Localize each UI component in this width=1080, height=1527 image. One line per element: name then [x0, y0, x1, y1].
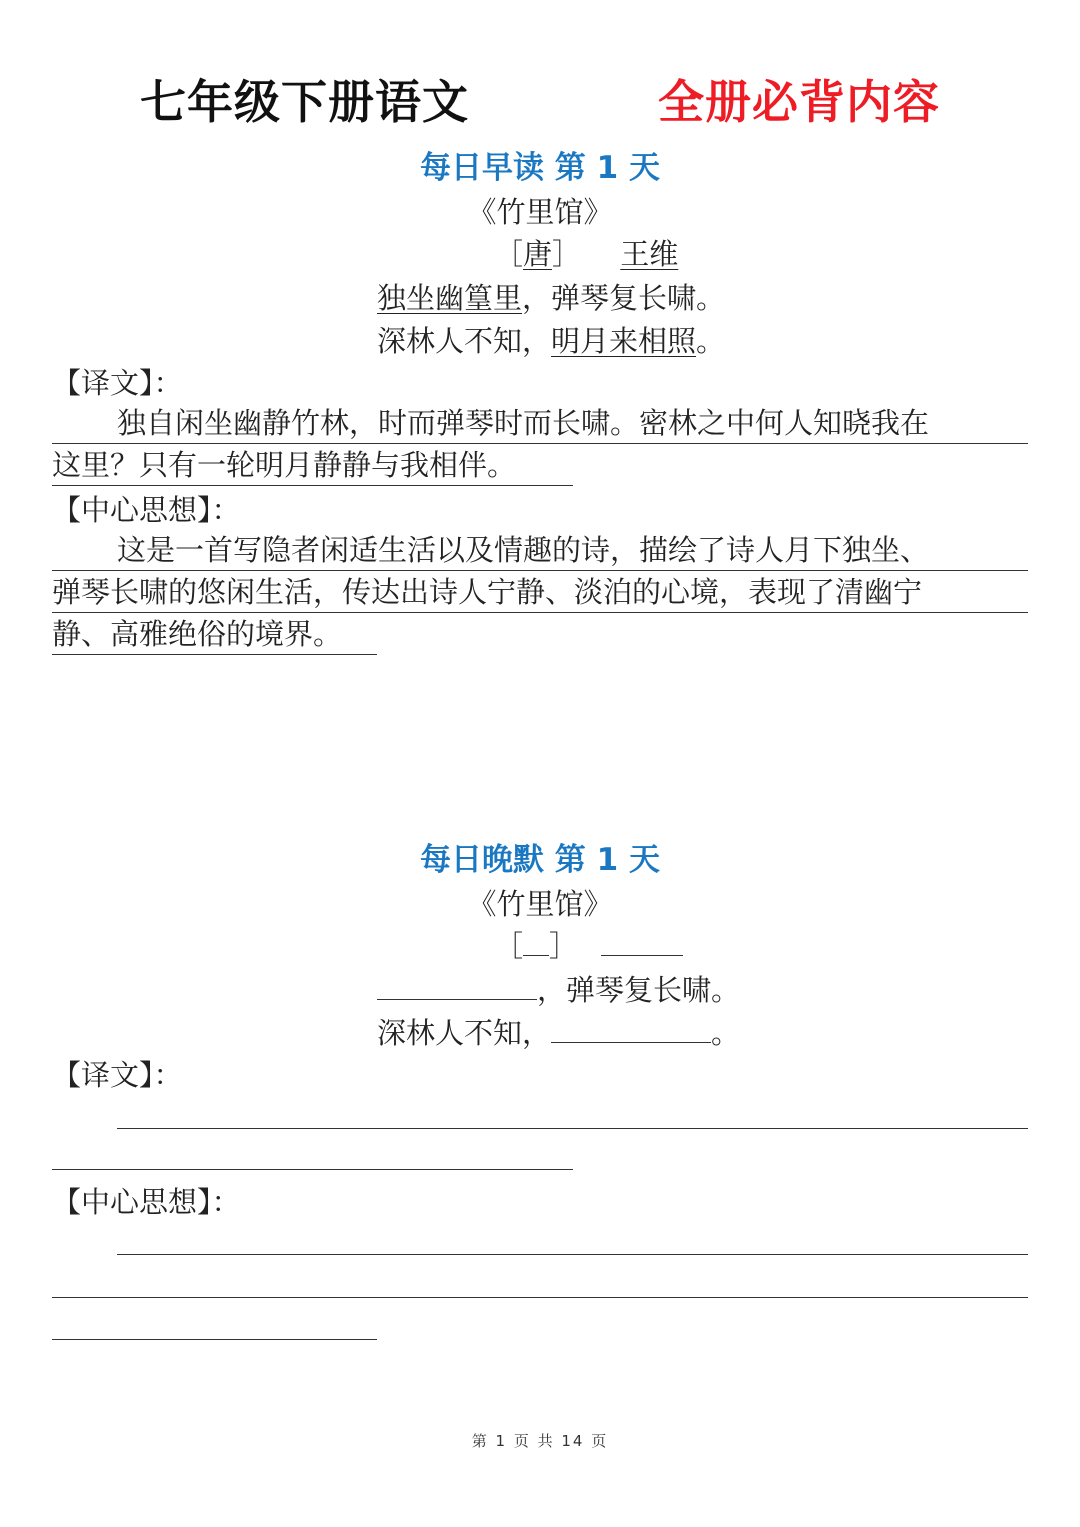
poem-line-2-part-a: 深林人不知，	[377, 324, 552, 358]
document-subtitle: 全册必背内容	[658, 75, 940, 129]
translation-answer-line[interactable]	[117, 1128, 1028, 1129]
morning-translation-label: 【译文】：	[52, 366, 183, 400]
poem-line-2-blank[interactable]	[551, 1012, 711, 1043]
poem-line-1-part-b: ，弹琴复长啸。	[522, 281, 726, 315]
bracket-open: ［	[494, 929, 524, 963]
evening-author-line	[494, 924, 683, 965]
morning-idea-label: 【中心思想】：	[52, 493, 241, 527]
idea-line: 静、高雅绝俗的境界。	[52, 613, 377, 655]
idea-answer-line[interactable]	[52, 1297, 1028, 1298]
idea-answer-line[interactable]	[117, 1254, 1028, 1255]
morning-heading: 每日早读 第 1 天	[420, 150, 660, 186]
translation-answer-line[interactable]	[52, 1169, 573, 1170]
bracket-close: ］	[552, 237, 582, 271]
morning-poem-line-2	[377, 319, 725, 360]
morning-poem-title: 《竹里馆》	[467, 195, 613, 229]
poem-line-1-part-b: ，弹琴复长啸。	[537, 973, 741, 1007]
morning-translation	[52, 402, 1028, 486]
poem-line-1-blank[interactable]	[377, 969, 537, 1000]
poem-line-2-part-b: 明月来相照	[551, 324, 697, 358]
evening-poem-line-1	[377, 968, 740, 1009]
morning-author-line	[494, 232, 678, 273]
poem-line-2-part-c: 。	[696, 324, 726, 358]
poem-line-2-part-c: 。	[711, 1016, 741, 1050]
evening-translation-label: 【译文】：	[52, 1058, 183, 1092]
document-title: 七年级下册语文	[140, 75, 469, 129]
evening-poem-line-2	[377, 1011, 740, 1052]
author-blank[interactable]	[601, 925, 683, 956]
bracket-close: ］	[549, 929, 579, 963]
idea-answer-line[interactable]	[52, 1339, 377, 1340]
idea-line: 这是一首写隐者闲适生活以及情趣的诗，描绘了诗人月下独坐、	[52, 529, 1028, 571]
translation-line: 这里？只有一轮明月静静与我相伴。	[52, 444, 573, 486]
morning-idea	[52, 529, 1028, 655]
translation-line: 独自闲坐幽静竹林，时而弹琴时而长啸。密林之中何人知晓我在	[52, 402, 1028, 444]
dynasty-blank[interactable]	[523, 925, 549, 956]
poem-line-2-part-a: 深林人不知，	[377, 1016, 552, 1050]
page-number: 第 1 页 共 14 页	[471, 1432, 609, 1450]
author: 王维	[620, 237, 679, 271]
evening-idea-label: 【中心思想】：	[52, 1185, 241, 1219]
bracket-open: ［	[494, 237, 524, 271]
evening-poem-title: 《竹里馆》	[467, 887, 613, 921]
morning-poem-line-1	[377, 276, 725, 317]
idea-line: 弹琴长啸的悠闲生活，传达出诗人宁静、淡泊的心境，表现了清幽宁	[52, 571, 1028, 613]
evening-heading: 每日晚默 第 1 天	[420, 842, 660, 878]
dynasty: 唐	[523, 237, 553, 271]
poem-line-1-part-a: 独坐幽篁里	[377, 281, 523, 315]
